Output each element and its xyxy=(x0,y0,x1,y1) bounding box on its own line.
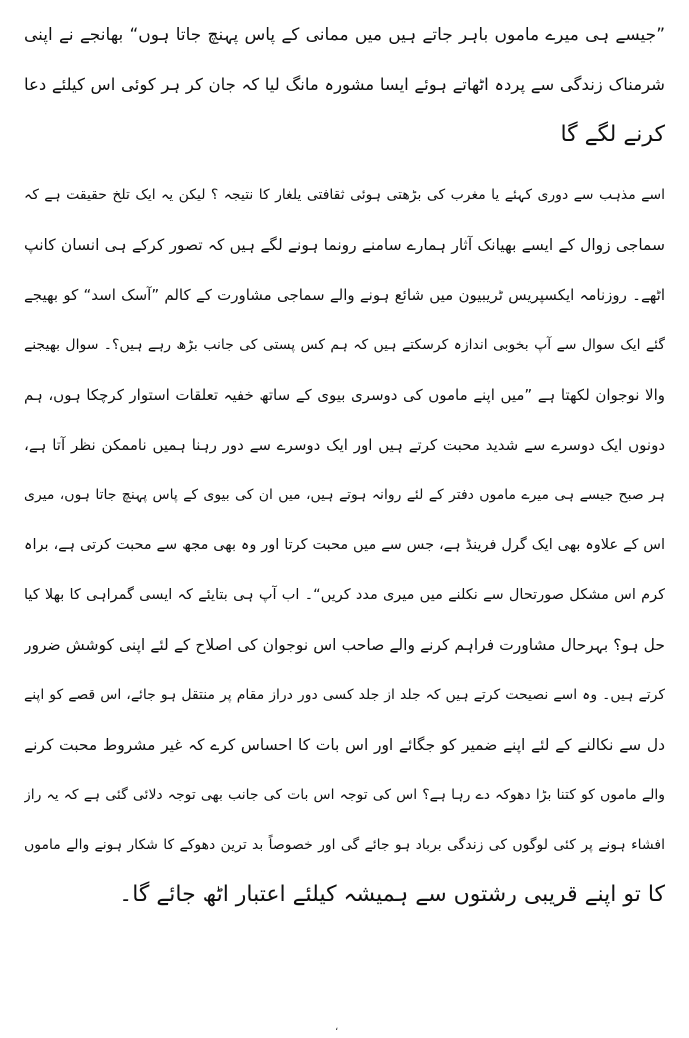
headline-paragraph xyxy=(24,10,665,160)
body-line-1: اسے مذہب سے دوری کہئے یا مغرب کی بڑھتی ہوئی ثقافتی یلغار کا نتیجہ ؟ لیکن یہ ایک تلخ حقیقت ہے کہ xyxy=(24,187,665,203)
body-line-13: والے ماموں کو کتنا بڑا دھوکہ دے رہا ہے؟ اس کی توجہ اس بات کی جانب بھی توجہ دلائی گئی ہے کہ یہ راز xyxy=(24,787,665,803)
body-line-15: کا تو اپنے قریبی رشتوں سے ہمیشہ کیلئے اعتبار اٹھ جائے گا۔ xyxy=(119,882,665,907)
body-line-10: حل ہو؟ بہرحال مشاورت فراہم کرنے والے صاحب اس نوجوان کی اصلاح کے لئے اپنی کوشش ضرور xyxy=(24,636,665,654)
body-line-12: دل سے نکالنے کے لئے اپنے ضمیر کو جگائے اور اس بات کا احساس کرے کہ غیر مشروط محبت کرنے xyxy=(24,736,665,754)
body-line-8: اس کے علاوہ بھی ایک گرل فرینڈ ہے، جس سے میں محبت کرتا اور وہ بھی مجھ سے محبت کرتی ہے، براہ xyxy=(24,537,665,553)
headline-line-3: کرنے لگے گا xyxy=(560,122,665,147)
footer-mark: ، xyxy=(335,1022,339,1033)
body-paragraph xyxy=(24,170,665,920)
headline-line-1: ”جیسے ہی میرے ماموں باہر جاتے ہیں میں ممانی کے پاس پہنچ جاتا ہوں“ بھانجے نے اپنی xyxy=(24,25,665,45)
body-line-5: والا نوجوان لکھتا ہے ”میں اپنے ماموں کی دوسری بیوی کے ساتھ خفیہ تعلقات استوار کرچکا ہوں، ہم xyxy=(24,386,665,404)
body-line-2: سماجی زوال کے ایسے بھیانک آثار ہمارے سامنے رونما ہونے لگے ہیں کہ تصور کرکے ہی انسان کانپ xyxy=(24,236,665,254)
body-line-4: گئے ایک سوال سے آپ بخوبی اندازہ کرسکتے ہیں کہ ہم کس پستی کی جانب بڑھ رہے ہیں؟۔ سوال بھیجنے xyxy=(24,337,665,353)
headline-line-2: شرمناک زندگی سے پردہ اٹھاتے ہوئے ایسا مشورہ مانگ لیا کہ جان کر ہر کوئی اس کیلئے دعا xyxy=(24,75,665,94)
body-line-3: اٹھے۔ روزنامہ ایکسپریس ٹریبیون میں شائع ہونے والے سماجی مشاورت کے کالم ”آسک اسد“ کو بھیجے xyxy=(24,286,665,304)
body-line-9: کرم اس مشکل صورتحال سے نکلنے میں میری مدد کریں“۔ اب آپ ہی بتایئے کہ ایسی گمراہی کا بھلا کیا xyxy=(24,587,665,603)
body-line-6: دونوں ایک دوسرے سے شدید محبت کرتے ہیں اور ایک دوسرے سے دور رہنا ہمیں ناممکن نظر آتا ہے، xyxy=(24,436,665,454)
body-line-7: ہر صبح جیسے ہی میرے ماموں دفتر کے لئے روانہ ہوتے ہیں، میں ان کی بیوی کے پاس پہنچ جاتا ہوں، میری xyxy=(24,487,665,503)
body-line-14: افشاء ہونے پر کئی لوگوں کی زندگی برباد ہو جائے گی اور خصوصاً بد ترین دھوکے کا شکار ہونے والے ماموں xyxy=(24,837,665,853)
body-line-11: کرتے ہیں۔ وہ اسے نصیحت کرتے ہیں کہ جلد از جلد کسی دور دراز مقام پر منتقل ہو جائے، اس قصے کو اپنے xyxy=(24,687,665,703)
